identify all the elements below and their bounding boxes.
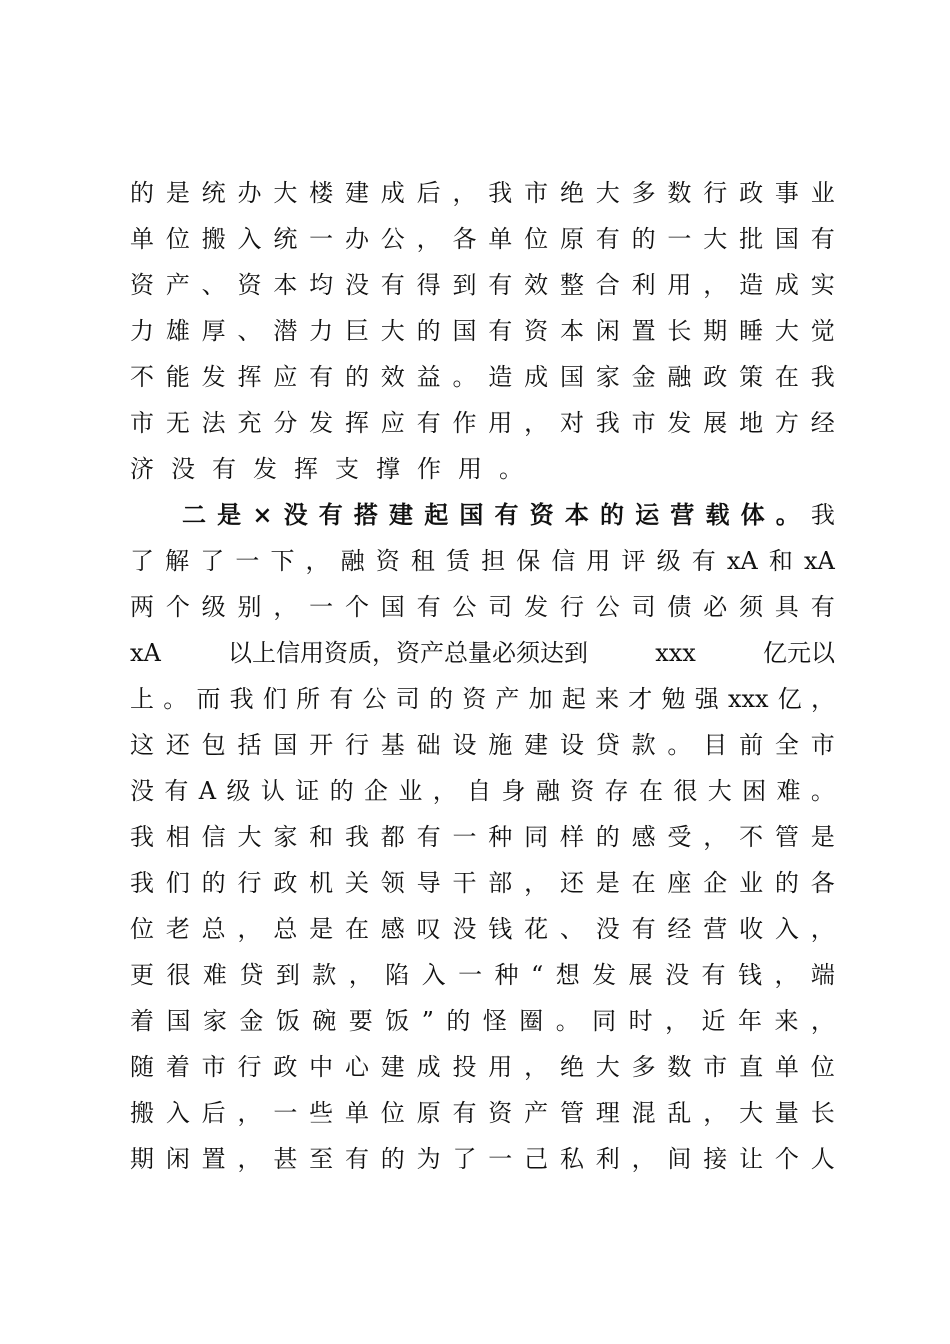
text-line: 两 个 级 别 ， 一 个 国 有 公 司 发 行 公 司 债 必 须 具 有 xyxy=(130,593,835,621)
text-line: 我 们 的 行 政 机 关 领 导 干 部 ， 还 是 在 座 企 业 的 各 xyxy=(130,869,835,897)
text-line: 济 没 有 发 挥 支 撑 作 用 。 xyxy=(130,455,523,483)
paragraph-2 xyxy=(130,492,835,1182)
text-line: 的 是 统 办 大 楼 建 成 后 ， 我 市 绝 大 多 数 行 政 事 业 xyxy=(130,179,835,207)
text-line: 没 有 A 级 认 证 的 企 业 ， 自 身 融 资 存 在 很 大 困 难 。 xyxy=(130,777,835,805)
text-line: 上 。 而 我 们 所 有 公 司 的 资 产 加 起 来 才 勉 强 xxx 亿 ， xyxy=(130,685,835,713)
text-line: 这 还 包 括 国 开 行 基 础 设 施 建 设 贷 款 。 目 前 全 市 xyxy=(130,731,835,759)
text-line: 资 产 、 资 本 均 没 有 得 到 有 效 整 合 利 用 ， 造 成 实 xyxy=(130,271,835,299)
text-line: 搬 入 后 ， 一 些 单 位 原 有 资 产 管 理 混 乱 ， 大 量 长 xyxy=(130,1099,835,1127)
text-line: 市 无 法 充 分 发 挥 应 有 作 用 ， 对 我 市 发 展 地 方 经 xyxy=(130,409,835,437)
document-body xyxy=(130,170,835,1182)
text-line: 不 能 发 挥 应 有 的 效 益 。 造 成 国 家 金 融 政 策 在 我 xyxy=(130,363,835,391)
text-line: 力 雄 厚 、 潜 力 巨 大 的 国 有 资 本 闲 置 长 期 睡 大 觉 xyxy=(130,317,835,345)
text-line: 随 着 市 行 政 中 心 建 成 投 用 ， 绝 大 多 数 市 直 单 位 xyxy=(130,1053,835,1081)
text-line: 了 解 了 一 下 ， 融 资 租 赁 担 保 信 用 评 级 有 xA 和 xA xyxy=(130,547,835,575)
text-line: 位 老 总 ， 总 是 在 感 叹 没 钱 花 、 没 有 经 营 收 入 ， xyxy=(130,915,835,943)
text-line: 着 国 家 金 饭 碗 要 饭 ” 的 怪 圈 。 同 时 ， 近 年 来 ， xyxy=(130,1007,835,1035)
paragraph-lead-line: 二 是 × 没 有 搭 建 起 国 有 资 本 的 运 营 载 体 。 我 xyxy=(182,500,835,529)
text-line: xA 以上信用资质，资产总量必须达到 xxx 亿元以 xyxy=(130,639,835,667)
text-line: 我 相 信 大 家 和 我 都 有 一 种 同 样 的 感 受 ， 不 管 是 xyxy=(130,823,835,851)
text-line: 更 很 难 贷 到 款 ， 陷 入 一 种 “ 想 发 展 没 有 钱 ， 端 xyxy=(130,961,835,989)
text-line: 期 闲 置 ， 甚 至 有 的 为 了 一 己 私 利 ， 间 接 让 个 人 xyxy=(130,1145,835,1173)
paragraph-1 xyxy=(130,170,835,492)
text-line: 单 位 搬 入 统 一 办 公 ， 各 单 位 原 有 的 一 大 批 国 有 xyxy=(130,225,835,253)
